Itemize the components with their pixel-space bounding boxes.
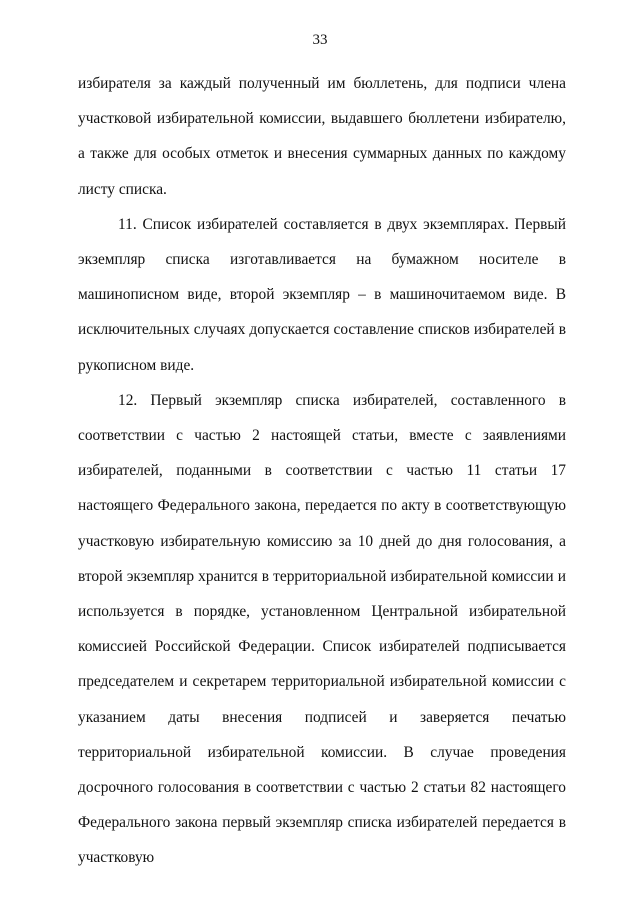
- paragraph-item-11: 11. Список избирателей составляется в двух экземплярах. Первый экземпляр списка изготавливается на бумажном носителе в машинописном виде, второй экземпляр – в машиночитаемом виде. В исключительных случаях допускается составление списков избирателей в рукописном виде.: [78, 215, 566, 374]
- document-body: [78, 66, 566, 876]
- paragraph-item-12: 12. Первый экземпляр списка избирателей, составленного в соответствии с частью 2 настоящей статьи, вместе с заявлениями избирателей, поданными в соответствии с частью 11 статьи 17 настоящего Федерального закона, передается по акту в соответствующую участковую избирательную комиссию за 10 дней до дня голосования, а второй экземпляр хранится в территориальной избирательной комиссии и используется в порядке, установленном Центральной избирательной комиссией Российской Федерации. Список избирателей подписывается председателем и секретарем территориальной избирательной комиссии с указанием даты внесения подписей и заверяется печатью территориальной избирательной комиссии. В случае проведения досрочного голосования в соответствии с частью 2 статьи 82 настоящего Федерального закона первый экземпляр списка избирателей передается в участковую: [78, 391, 566, 867]
- page-number: 33: [312, 32, 328, 48]
- paragraph-continuation: избирателя за каждый полученный им бюллетень, для подписи члена участковой избирательной комиссии, выдавшего бюллетени избирателю, а также для особых отметок и внесения суммарных данных по каждому листу списка.: [78, 75, 566, 198]
